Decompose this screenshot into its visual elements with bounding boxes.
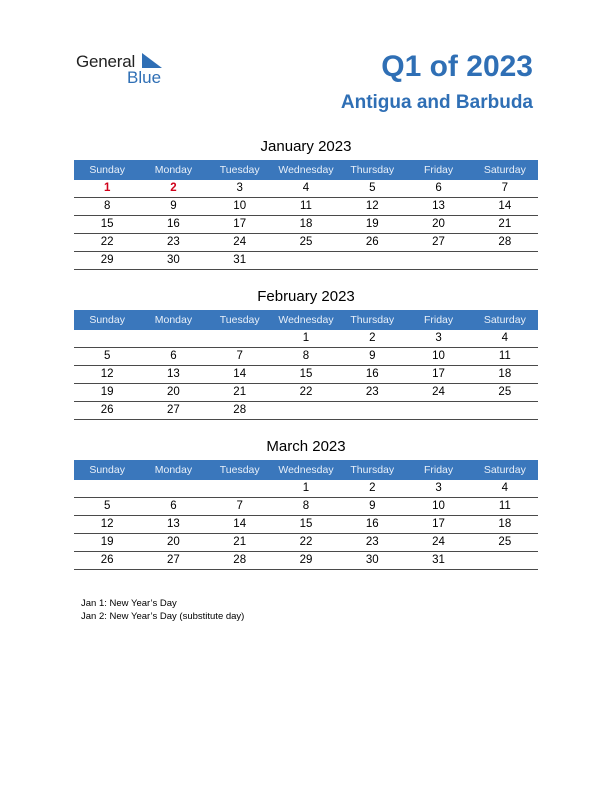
weekday-label: Friday	[423, 314, 454, 326]
day-cell: 15	[299, 368, 313, 380]
week-row	[74, 366, 538, 384]
day-cell: 6	[170, 500, 177, 512]
day-cell: 12	[100, 368, 114, 380]
day-cell: 18	[299, 218, 313, 230]
country-subtitle: Antigua and Barbuda	[340, 92, 533, 113]
day-cell: 19	[365, 218, 379, 230]
empty-day-cell	[207, 480, 273, 497]
day-cell: 3	[236, 182, 243, 194]
day-cell: 25	[498, 536, 512, 548]
day-cell: 4	[501, 482, 509, 494]
week-row	[74, 330, 538, 348]
empty-day-cell	[273, 252, 339, 269]
weekday-label: Wednesday	[278, 464, 334, 476]
day-cell: 25	[498, 386, 512, 398]
day-cell: 26	[100, 404, 114, 416]
month-calendar	[74, 287, 538, 420]
weekday-label: Thursday	[350, 314, 395, 326]
weekday-label: Monday	[154, 164, 193, 176]
week-row	[74, 180, 538, 198]
weekday-label: Sunday	[89, 314, 125, 326]
day-cell: 24	[432, 386, 445, 398]
day-cell: 8	[302, 350, 310, 362]
holiday-notes	[81, 597, 244, 623]
weekday-header	[74, 160, 538, 180]
day-cell: 28	[233, 404, 247, 416]
day-cell: 15	[100, 218, 114, 230]
day-cell: 23	[365, 536, 379, 548]
day-cell: 20	[432, 218, 445, 230]
holiday-note: Jan 1: New Year’s Day	[81, 598, 177, 609]
day-cell: 13	[167, 518, 180, 530]
day-cell: 14	[233, 518, 247, 530]
day-cell: 21	[498, 218, 512, 230]
day-cell: 8	[302, 500, 310, 512]
empty-day-cell	[472, 552, 538, 569]
week-row	[74, 534, 538, 552]
day-cell: 14	[498, 200, 512, 212]
day-cell: 30	[167, 254, 180, 266]
weekday-label: Sunday	[89, 464, 125, 476]
day-cell: 9	[369, 350, 376, 362]
day-cell: 2	[170, 182, 177, 194]
day-cell: 11	[498, 500, 511, 512]
day-cell: 11	[498, 350, 511, 362]
day-cell: 27	[167, 404, 180, 416]
day-cell: 4	[302, 182, 310, 194]
brand-triangle-icon	[142, 53, 162, 68]
weekday-label: Saturday	[483, 314, 526, 326]
day-cell: 6	[435, 182, 442, 194]
day-cell: 16	[167, 218, 180, 230]
day-cell: 28	[233, 554, 247, 566]
day-cell: 24	[432, 536, 445, 548]
day-cell: 3	[435, 332, 442, 344]
page-title: Q1 of 2023	[381, 50, 533, 83]
weekday-label: Sunday	[89, 164, 125, 176]
day-cell: 20	[167, 536, 180, 548]
brand-general-text: General	[76, 52, 136, 71]
day-cell: 4	[501, 332, 509, 344]
week-row	[74, 552, 538, 570]
day-cell: 17	[233, 218, 247, 230]
day-cell: 17	[432, 518, 445, 530]
weekday-label: Tuesday	[219, 464, 260, 476]
empty-day-cell	[472, 252, 538, 269]
week-row	[74, 384, 538, 402]
day-cell: 1	[103, 182, 111, 194]
day-cell: 12	[365, 200, 379, 212]
empty-day-cell	[207, 330, 273, 347]
month-calendar	[74, 437, 538, 570]
day-cell: 21	[233, 386, 247, 398]
day-cell: 5	[103, 350, 111, 362]
week-row	[74, 498, 538, 516]
brand-blue-text: Blue	[127, 68, 162, 87]
empty-day-cell	[339, 252, 405, 269]
day-cell: 27	[432, 236, 445, 248]
day-cell: 5	[369, 182, 376, 194]
empty-day-cell	[472, 402, 538, 419]
day-cell: 12	[100, 518, 114, 530]
month-title: January 2023	[260, 138, 352, 155]
day-cell: 29	[299, 554, 313, 566]
day-cell: 7	[501, 182, 509, 194]
empty-day-cell	[74, 330, 140, 347]
weekday-header	[74, 460, 538, 480]
weekday-label: Tuesday	[219, 164, 260, 176]
day-cell: 31	[233, 254, 247, 266]
weekday-label: Friday	[423, 164, 454, 176]
day-cell: 9	[170, 200, 177, 212]
day-cell: 7	[236, 500, 243, 512]
month-calendar	[74, 137, 538, 270]
day-cell: 24	[233, 236, 247, 248]
day-cell: 22	[299, 386, 313, 398]
day-cell: 16	[365, 518, 379, 530]
day-cell: 11	[300, 200, 312, 212]
week-row	[74, 480, 538, 498]
month-title: February 2023	[257, 288, 355, 305]
weekday-label: Monday	[154, 464, 193, 476]
day-cell: 13	[432, 200, 445, 212]
empty-day-cell	[339, 402, 405, 419]
day-cell: 9	[369, 500, 376, 512]
day-cell: 10	[432, 350, 445, 362]
day-cell: 16	[365, 368, 379, 380]
day-cell: 29	[100, 254, 114, 266]
day-cell: 19	[100, 386, 114, 398]
day-cell: 2	[369, 332, 376, 344]
weekday-label: Thursday	[350, 464, 395, 476]
week-row	[74, 198, 538, 216]
day-cell: 21	[233, 536, 247, 548]
day-cell: 5	[103, 500, 111, 512]
day-cell: 19	[100, 536, 114, 548]
day-cell: 30	[365, 554, 379, 566]
day-cell: 3	[435, 482, 442, 494]
weekday-label: Monday	[154, 314, 193, 326]
day-cell: 26	[100, 554, 114, 566]
weekday-label: Saturday	[483, 164, 526, 176]
week-row	[74, 216, 538, 234]
day-cell: 22	[299, 536, 313, 548]
brand-logo	[76, 52, 176, 92]
weekday-label: Saturday	[483, 464, 526, 476]
day-cell: 8	[103, 200, 111, 212]
day-cell: 26	[365, 236, 379, 248]
weekday-label: Friday	[423, 464, 454, 476]
empty-day-cell	[405, 252, 471, 269]
day-cell: 2	[369, 482, 376, 494]
empty-day-cell	[140, 330, 206, 347]
day-cell: 31	[432, 554, 445, 566]
week-row	[74, 348, 538, 366]
day-cell: 20	[167, 386, 180, 398]
empty-day-cell	[140, 480, 206, 497]
weekday-label: Wednesday	[278, 314, 334, 326]
day-cell: 1	[302, 482, 310, 494]
day-cell: 23	[167, 236, 180, 248]
day-cell: 6	[170, 350, 177, 362]
weekday-label: Wednesday	[278, 164, 334, 176]
empty-day-cell	[74, 480, 140, 497]
day-cell: 25	[299, 236, 313, 248]
day-cell: 7	[236, 350, 243, 362]
empty-day-cell	[273, 402, 339, 419]
week-row	[74, 252, 538, 270]
weekday-label: Tuesday	[219, 314, 260, 326]
month-title: March 2023	[266, 438, 346, 455]
day-cell: 13	[167, 368, 180, 380]
day-cell: 18	[498, 368, 512, 380]
weekday-header	[74, 310, 538, 330]
day-cell: 14	[233, 368, 247, 380]
day-cell: 27	[167, 554, 180, 566]
day-cell: 22	[100, 236, 114, 248]
week-row	[74, 402, 538, 420]
day-cell: 15	[299, 518, 313, 530]
holiday-note: Jan 2: New Year’s Day (substitute day)	[81, 611, 245, 622]
day-cell: 10	[432, 500, 445, 512]
week-row	[74, 234, 538, 252]
day-cell: 10	[233, 200, 247, 212]
weekday-label: Thursday	[350, 164, 395, 176]
day-cell: 18	[498, 518, 512, 530]
empty-day-cell	[405, 402, 471, 419]
day-cell: 1	[302, 332, 310, 344]
day-cell: 28	[498, 236, 512, 248]
day-cell: 17	[432, 368, 445, 380]
week-row	[74, 516, 538, 534]
day-cell: 23	[365, 386, 379, 398]
